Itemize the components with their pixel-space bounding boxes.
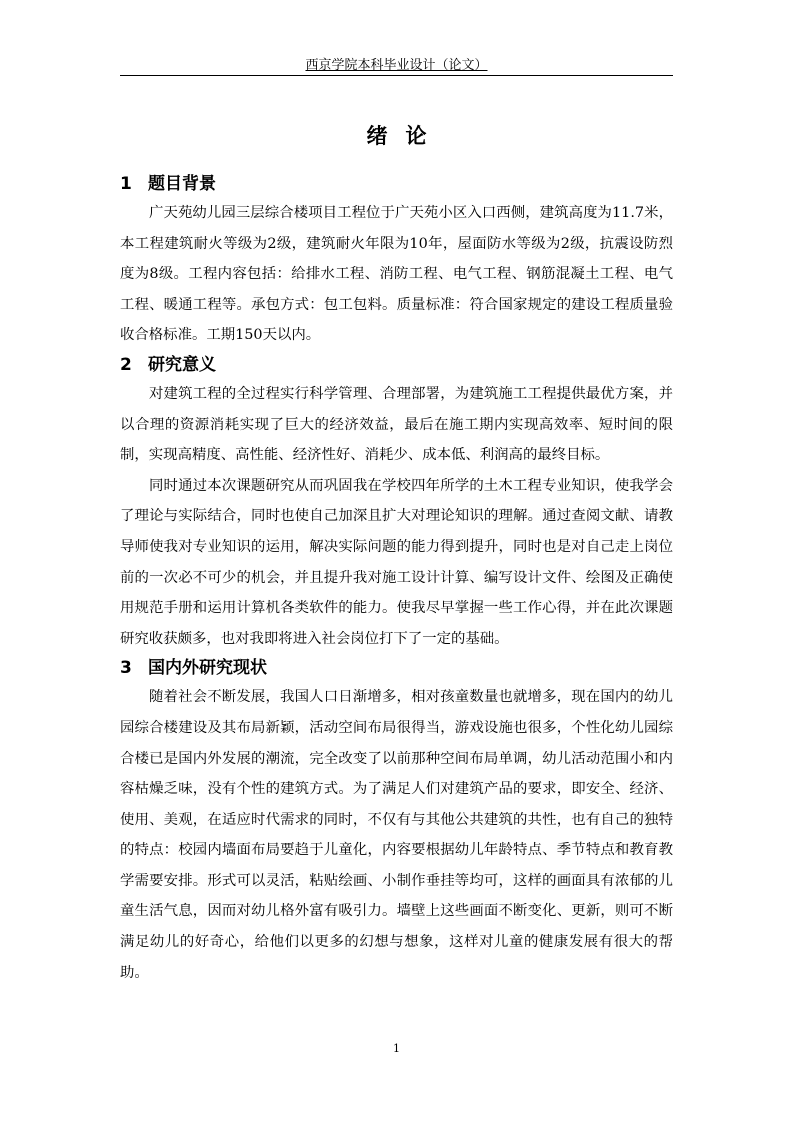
- paragraph: 对建筑工程的全过程实行科学管理、合理部署，为建筑施工工程提供最优方案，并以合理的资源消耗实现了巨大的经济效益，最后在施工期内实现高效率、短时间的限制，实现高精度、高性能、经济性好、消耗少、成本低、利润高的最终目标。: [120, 385, 673, 464]
- section-number: 2: [120, 354, 132, 375]
- section-heading: [120, 351, 673, 379]
- section-number: 1: [120, 174, 132, 194]
- section-title: 题目背景: [148, 174, 216, 194]
- section-heading: [120, 654, 673, 682]
- document-body: [120, 170, 673, 988]
- section-heading: [120, 170, 673, 198]
- paragraph: 广天苑幼儿园三层综合楼项目工程位于广天苑小区入口西侧，建筑高度为11.7米，本工程建筑耐火等级为2级，建筑耐火年限为10年，屋面防水等级为2级，抗震设防烈度为8级。工程内容包括：给排水工程、消防工程、电气工程、钢筋混凝土工程、电气工程、暖通工程等。承包方式：包工包料。质量标准：符合国家规定的建设工程质量验收合格标准。工期150天以内。: [120, 205, 673, 344]
- page-number: 1: [393, 1042, 400, 1055]
- section-number: 3: [120, 658, 132, 679]
- running-header: [120, 58, 673, 74]
- paragraph: 随着社会不断发展，我国人口日渐增多，相对孩童数量也就增多，现在国内的幼儿园综合楼建设及其布局新颖，活动空间布局很得当，游戏设施也很多，个性化幼儿园综合楼已是国内外发展的潮流，完全改变了以前那种空间布局单调，幼儿活动范围小和内容枯燥乏味，没有个性的建筑方式。为了满足人们对建筑产品的要求，即安全、经济、使用、美观，在适应时代需求的同时，不仅有与其他公共建筑的共性，也有自己的独特的特点：校园内墙面布局要趋于儿童化，内容要根据幼儿年龄特点、季节特点和教育教学需要安排。形式可以灵活，粘贴绘画、小制作垂挂等均可，这样的画面具有浓郁的儿童生活气息，因而对幼儿格外富有吸引力。墙壁上这些画面不断变化、更新，则可不断满足幼儿的好奇心，给他们以更多的幻想与想象，这样对儿童的健康发展有很大的帮助。: [120, 689, 673, 981]
- page-title: 绪论: [366, 123, 445, 148]
- header-rule: [120, 75, 673, 76]
- section-title: 国内外研究现状: [148, 658, 267, 679]
- paragraph: 同时通过本次课题研究从而巩固我在学校四年所学的土木工程专业知识，使我学会了理论与实际结合，同时也使自己加深且扩大对理论知识的理解。通过查阅文献、请教导师使我对专业知识的运用，解决实际问题的能力得到提升，同时也是对自己走上岗位前的一次必不可少的机会，并且提升我对施工设计计算、编写设计文件、绘图及正确使用规范手册和运用计算机各类软件的能力。使我尽早掌握一些工作心得，并在此次课题研究收获颇多，也对我即将进入社会岗位打下了一定的基础。: [120, 477, 673, 647]
- header-text: 西京学院本科毕业设计（论文）: [305, 58, 488, 73]
- section-title: 研究意义: [148, 354, 216, 375]
